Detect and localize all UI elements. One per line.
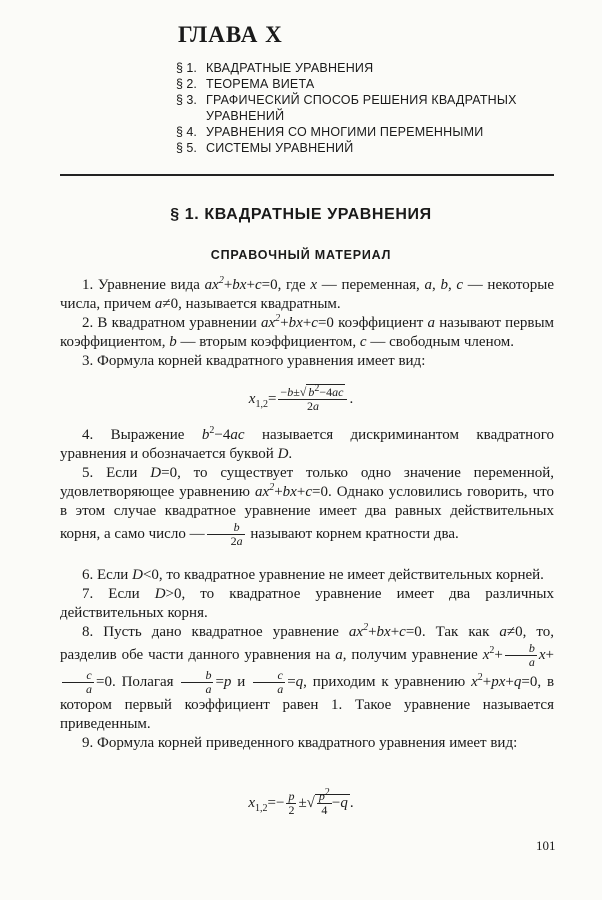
- paragraph-8: 8. Пусть дано квадратное уравнение $ax^2+bx+c=0$. Так как a≠0, то, разделив обе части данного уравнения на a, получим уравнение $x^2+$ $\frac{b}{a}$ x+ $\frac{c}{a}$ =0. Полагая $\frac{b}{a}$ =p и $\frac{c}{a}$ =q, приходим к уравнению $x^2+px+q=0$, в котором первый коэффициент равен 1. Такое уравнение называется приведенным.: [60, 622, 555, 732]
- p8-text-f: и: [237, 673, 246, 690]
- p2-text-d: — вторым коэффициентом,: [180, 334, 357, 350]
- body-text-block-3: [60, 566, 554, 753]
- p6-text-b: , то квадратное уравнение не имеет действительных корней.: [158, 567, 544, 583]
- p1-text-a: 1. Уравнение вида: [82, 277, 200, 293]
- p1-text-e: , называется квадратным.: [178, 296, 341, 312]
- toc-item: [176, 60, 576, 76]
- p5-text-a: 5. Если: [82, 465, 138, 481]
- page-number: 101: [536, 838, 556, 853]
- p1-text-c: — переменная,: [321, 277, 420, 293]
- p2-text-c: называют первым коэффициентом,: [60, 315, 555, 350]
- toc-number: § 4.: [176, 125, 197, 139]
- p8-text-b: . Так как: [421, 624, 490, 640]
- toc-item: [176, 76, 576, 92]
- toc-text: СИСТЕМЫ УРАВНЕНИЙ: [206, 141, 354, 155]
- section-title: § 1. КВАДРАТНЫЕ УРАВНЕНИЯ: [170, 206, 432, 223]
- section-subtitle: СПРАВОЧНЫЙ МАТЕРИАЛ: [210, 248, 392, 262]
- p2-text-b: коэффициент: [338, 315, 424, 331]
- toc-item: [176, 92, 576, 124]
- toc-item: [176, 124, 576, 140]
- toc-item: [176, 140, 576, 156]
- reduced-roots-formula: $x_{1,2}=-$ $\frac{p}{2}$ ±√ $\frac{p^2}{4}$ −q .: [248, 787, 354, 817]
- toc-number: § 3.: [176, 93, 197, 107]
- paragraph-9: 9. Формула корней приведенного квадратного уравнения имеет вид:: [82, 735, 518, 751]
- body-text-block-2: [60, 426, 554, 548]
- paragraph-3: 3. Формула корней квадратного уравнения имеет вид:: [82, 353, 426, 369]
- p8-text-g: , приходим к уравнению: [303, 673, 466, 690]
- p2-text-a: 2. В квадратном уравнении: [82, 315, 257, 331]
- paragraph-4: 4. Выражение $b^2-4ac$ называется дискриминантом квадратного уравнения и обозначается буквой D.: [60, 425, 554, 462]
- body-text-block-1: [60, 276, 554, 371]
- toc-number: § 2.: [176, 77, 197, 91]
- p8-text-e: . Полагая: [111, 673, 174, 690]
- toc-text: ГРАФИЧЕСКИЙ СПОСОБ РЕШЕНИЯ КВАДРАТНЫХ УРАВНЕНИЙ: [206, 93, 517, 123]
- paragraph-7: 7. Если D>0, то квадратное уравнение имеет два различных действительных корня.: [60, 586, 554, 621]
- paragraph-1: 1. Уравнение вида $ax^2+bx+c=0$, где x — переменная, a, b, c — некоторые числа, причем a≠0, называется квадратным.: [60, 275, 555, 312]
- p7-text-b: , то квадратное уравнение имеет два различных действительных корня.: [60, 586, 554, 621]
- chapter-contents: [176, 60, 576, 156]
- divider-rule: [60, 174, 554, 176]
- p8-text-a: 8. Пусть дано квадратное уравнение: [82, 624, 339, 640]
- p8-text-c: , то, разделив обе части данного уравнения на: [60, 624, 555, 663]
- paragraph-2: 2. В квадратном уравнении $ax^2+bx+c=0$ коэффициент a называют первым коэффициентом, b — вторым коэффициентом, c — свободным членом.: [60, 313, 555, 350]
- toc-number: § 1.: [176, 61, 197, 75]
- p2-text-e: — свободным членом.: [370, 334, 515, 350]
- toc-text: УРАВНЕНИЯ СО МНОГИМИ ПЕРЕМЕННЫМИ: [206, 125, 484, 139]
- p7-text-a: 7. Если: [82, 586, 140, 602]
- roots-formula: $x_{1,2}=$ $\frac{-b\pm√ b^2-4ac}{2a}$ .: [248, 383, 354, 413]
- p5-text-b: , то существует только одно значение переменной, удовлетворяющее уравнению: [60, 465, 555, 500]
- toc-text: КВАДРАТНЫЕ УРАВНЕНИЯ: [206, 61, 374, 75]
- paragraph-6: 6. Если D<0, то квадратное уравнение не имеет действительных корней.: [82, 567, 544, 583]
- p4-text-a: 4. Выражение: [82, 427, 185, 443]
- p8-text-d: , получим уравнение: [342, 646, 478, 663]
- chapter-title: ГЛАВА X: [178, 22, 283, 47]
- p6-text-a: 6. Если: [82, 567, 129, 583]
- p1-text-b: , где: [277, 277, 306, 293]
- p8-text-h: , в котором первый коэффициент равен 1. Такое уравнение называется приведенным.: [60, 673, 555, 732]
- toc-number: § 5.: [176, 141, 197, 155]
- p1-text-d: — некоторые числа, причем: [60, 277, 555, 312]
- p5-text-c: . Однако условились говорить, что в этом случае квадратное уравнение имеет два равных действительных корня, а само число: [60, 484, 554, 542]
- toc-text: ТЕОРЕМА ВИЕТА: [206, 77, 315, 91]
- paragraph-5: 5. Если D=0, то существует только одно значение переменной, удовлетворяющее уравнению $ax^2+bx+c=0$. Однако условились говорить, что в этом случае квадратное уравнение имеет два равных действительных корня, а само число — $\frac{b}{2a}$ называют корнем кратности два.: [60, 465, 555, 548]
- p4-text-b: называется дискриминантом квадратного уравнения и обозначается буквой: [60, 427, 554, 462]
- p5-text-d: называют корнем кратности два.: [250, 525, 459, 542]
